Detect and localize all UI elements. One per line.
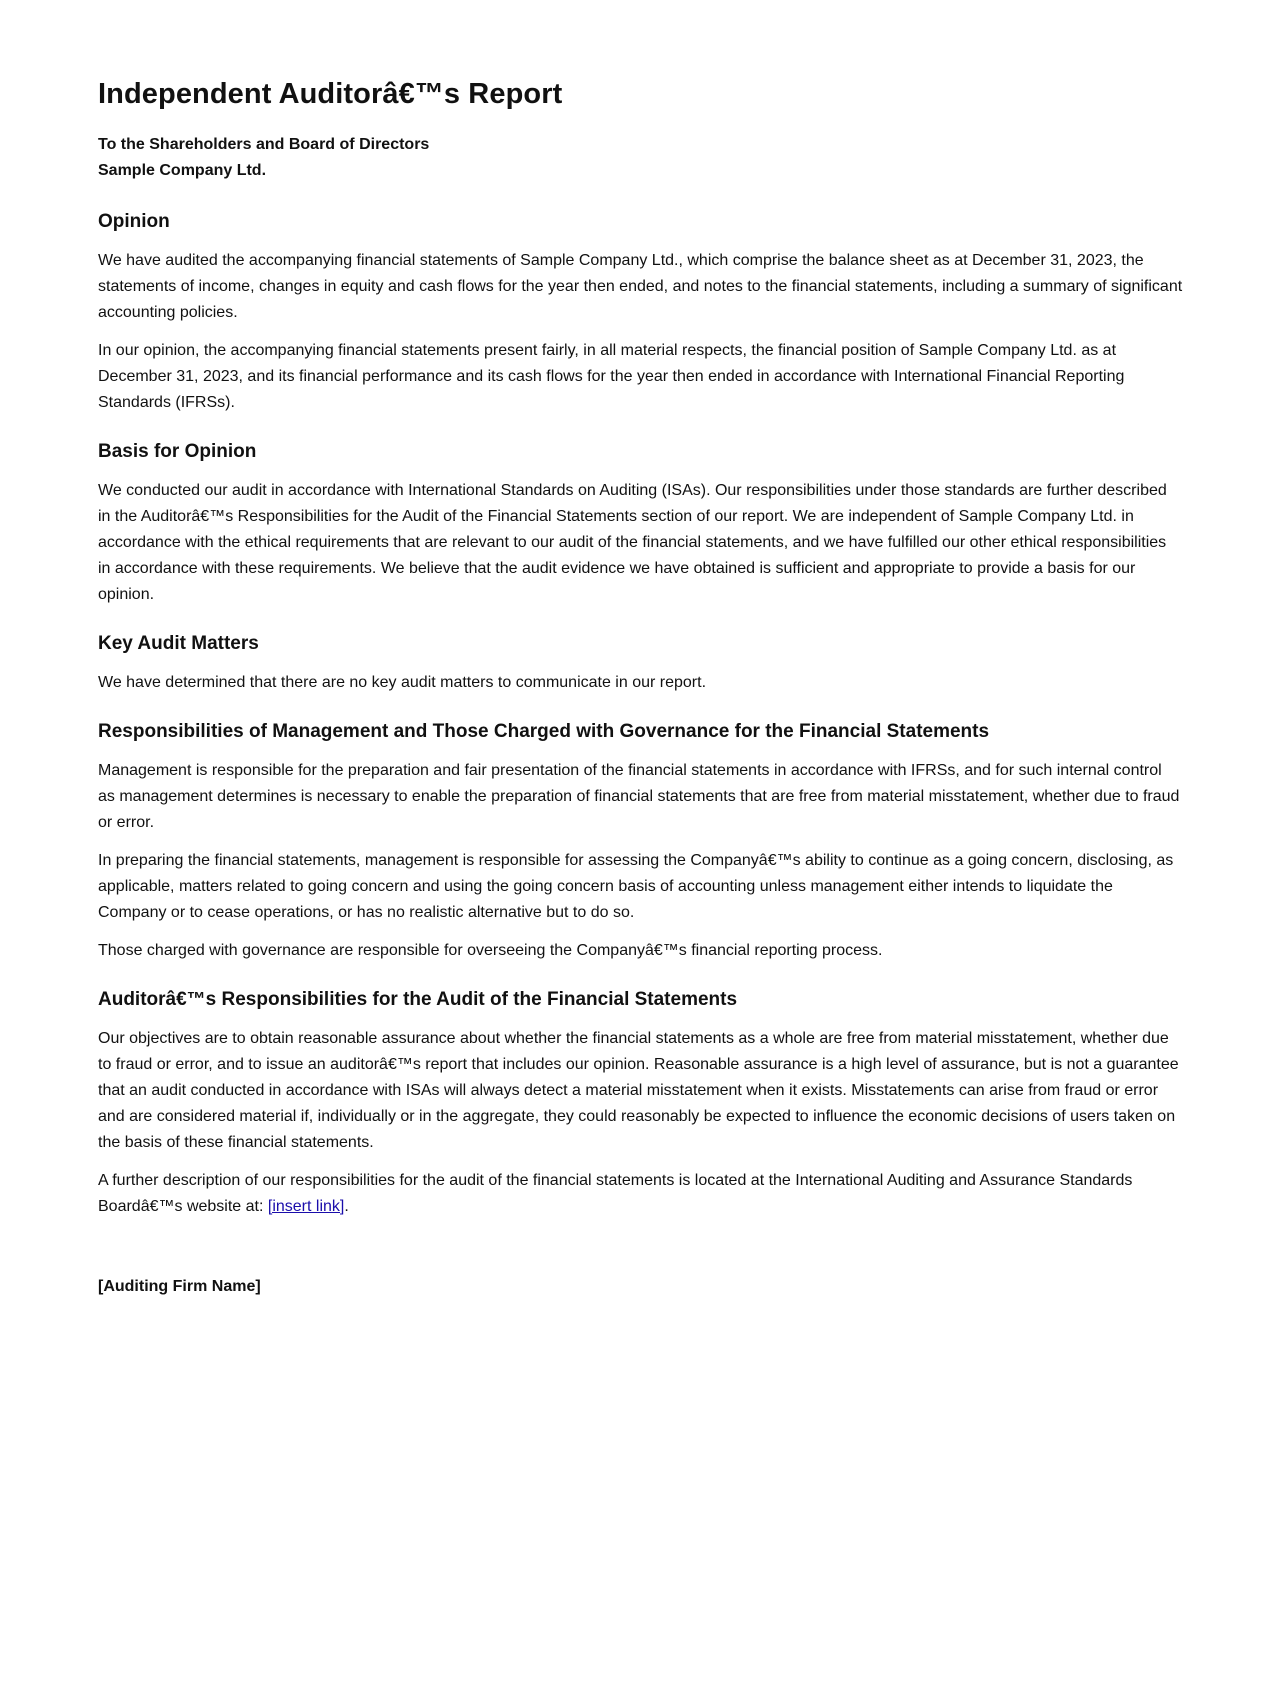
section-auditor-responsibilities: [98, 986, 1183, 1220]
paragraph: We have audited the accompanying financial statements of Sample Company Ltd., which comprise the balance sheet as at December 31, 2023, the statements of income, changes in equity and cash flows for the year then ended, and notes to the financial statements, including a summary of significant accounting policies.: [98, 252, 1183, 321]
auditing-firm-name: [Auditing Firm Name]: [98, 1278, 261, 1295]
section-opinion: [98, 208, 1183, 416]
section-management-responsibilities: [98, 718, 1183, 964]
paragraph: We conducted our audit in accordance with International Standards on Auditing (ISAs). Our responsibilities under those standards are further described in the Auditorâ€™s Responsibilities for the Audit of the Financial Statements section of our report. We are independent of Sample Company Ltd. in accordance with the ethical requirements that are relevant to our audit of the financial statements, and we have fulfilled our other ethical responsibilities in accordance with these requirements. We believe that the audit evidence we have obtained is sufficient and appropriate to provide a basis for our opinion.: [98, 482, 1167, 603]
addressee-line-1: To the Shareholders and Board of Directors: [98, 136, 430, 153]
page-title: Independent Auditorâ€™s Report: [98, 78, 563, 110]
section-heading-opinion: Opinion: [98, 211, 170, 232]
addressee-block: [98, 132, 1183, 184]
paragraph: In preparing the financial statements, management is responsible for assessing the Companyâ€™s ability to continue as a going concern, disclosing, as applicable, matters related to going concern and using the going concern basis of accounting unless management either intends to liquidate the Company or to cease operations, or has no realistic alternative but to do so.: [98, 852, 1174, 921]
insert-link[interactable]: [insert link]: [267, 1198, 345, 1215]
paragraph: Those charged with governance are responsible for overseeing the Companyâ€™s financial reporting process.: [98, 942, 883, 959]
paragraph-text: A further description of our responsibilities for the audit of the financial statements is located at the International Auditing and Assurance Standards Boardâ€™s website at:: [98, 1172, 1133, 1215]
paragraph: Our objectives are to obtain reasonable assurance about whether the financial statements as a whole are free from material misstatement, whether due to fraud or error, and to issue an auditorâ€™s report that includes our opinion. Reasonable assurance is a high level of assurance, but is not a guarantee that an audit conducted in accordance with ISAs will always detect a material misstatement when it exists. Misstatements can arise from fraud or error and are considered material if, individually or in the aggregate, they could reasonably be expected to influence the economic decisions of users taken on the basis of these financial statements.: [98, 1030, 1179, 1151]
paragraph-text-end: .: [344, 1198, 349, 1215]
section-basis-for-opinion: [98, 438, 1183, 608]
section-heading-management: Responsibilities of Management and Those Charged with Governance for the Financial Statements: [98, 721, 990, 742]
paragraph: Management is responsible for the preparation and fair presentation of the financial statements in accordance with IFRSs, and for such internal control as management determines is necessary to enable the preparation of financial statements that are free from material misstatement, whether due to fraud or error.: [98, 762, 1180, 831]
paragraph: In our opinion, the accompanying financial statements present fairly, in all material respects, the financial position of Sample Company Ltd. as at December 31, 2023, and its financial performance and its cash flows for the year then ended in accordance with International Financial Reporting Standards (IFRSs).: [98, 342, 1125, 411]
addressee-line-2: Sample Company Ltd.: [98, 162, 267, 179]
section-heading-key-audit-matters: Key Audit Matters: [98, 633, 259, 654]
paragraph-with-link: [98, 1168, 1183, 1220]
section-heading-basis: Basis for Opinion: [98, 441, 257, 462]
section-key-audit-matters: [98, 630, 1183, 696]
paragraph: We have determined that there are no key audit matters to communicate in our report.: [98, 674, 707, 691]
section-heading-auditor: Auditorâ€™s Responsibilities for the Audit of the Financial Statements: [98, 989, 738, 1010]
